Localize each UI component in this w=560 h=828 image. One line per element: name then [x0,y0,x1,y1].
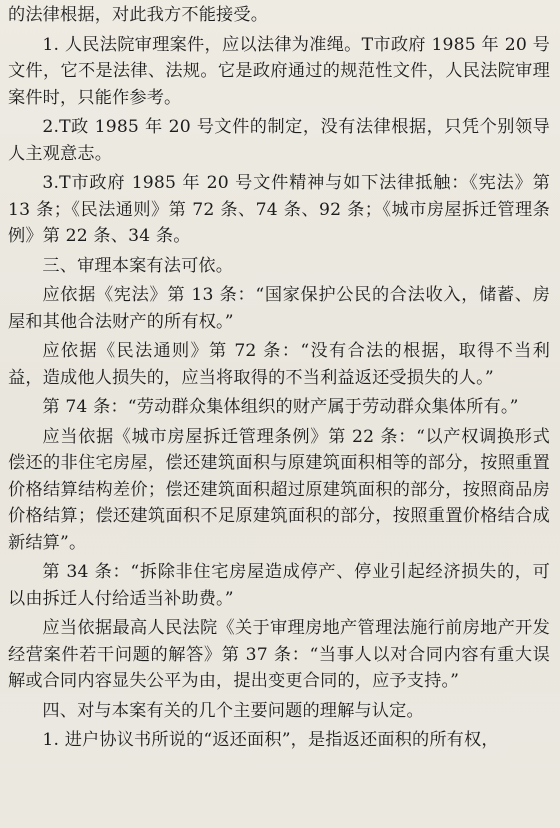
paragraph-civil-law-art-72: 应依据《民法通则》第 72 条：“没有合法的根据，取得不当利益，造成他人损失的，应当将取得的不当利益返还受损失的人。” [8,341,550,388]
paragraph-point-4-1: 1. 进户协议书所说的“返还面积”，是指返还面积的所有权， [42,730,499,750]
paragraph-continuation: 的法律根据，对此我方不能接受。 [8,5,269,25]
paragraph-demolition-art-34: 第 34 条：“拆除非住宅房屋造成停产、停业引起经济损失的，可以由拆迁人付给适当补助费。” [8,562,550,609]
paragraph-constitution-art-13: 应依据《宪法》第 13 条：“国家保护公民的合法收入，储蓄、房屋和其他合法财产的所有权。” [8,285,550,332]
section-heading-4: 四、对与本案有关的几个主要问题的理解与认定。 [42,700,424,721]
paragraph-point-3: 3.T市政府 1985 年 20 号文件精神与如下法律抵触：《宪法》第 13 条；《民法通则》第 72 条、74 条、92 条；《城市房屋拆迁管理条例》第 22 条、34 条。 [8,173,550,246]
paragraph-point-2: 2.T政 1985 年 20 号文件的制定，没有法律根据，只凭个别领导人主观意志。 [8,117,550,164]
paragraph-supreme-court-art-37: 应当依据最高人民法院《关于审理房地产管理法施行前房地产开发经营案件若干问题的解答》第 37 条：“当事人以对合同内容有重大误解或合同内容显失公平为由，提出变更合同的，应予支持。” [8,618,550,691]
paragraph-civil-law-art-74: 第 74 条：“劳动群众集体组织的财产属于劳动群众集体所有。” [42,397,519,417]
paragraph-point-1: 1. 人民法院审理案件，应以法律为准绳。T市政府 1985 年 20 号文件，它不是法律、法规。它是政府通过的规范性文件，人民法院审理案件时，只能作参考。 [8,34,550,108]
section-heading-3: 三、审理本案有法可依。 [42,255,234,276]
paragraph-demolition-art-22: 应当依据《城市房屋拆迁管理条例》第 22 条：“以产权调换形式偿还的非住宅房屋，偿还建筑面积与原建筑面积相等的部分，按照重置价格结算结构差价；偿还建筑面积超过原建筑面积的部分，按照商品房价格结算；偿还建筑面积不足原建筑面积的部分，按照重置价格结合成新结算”。 [8,426,550,553]
